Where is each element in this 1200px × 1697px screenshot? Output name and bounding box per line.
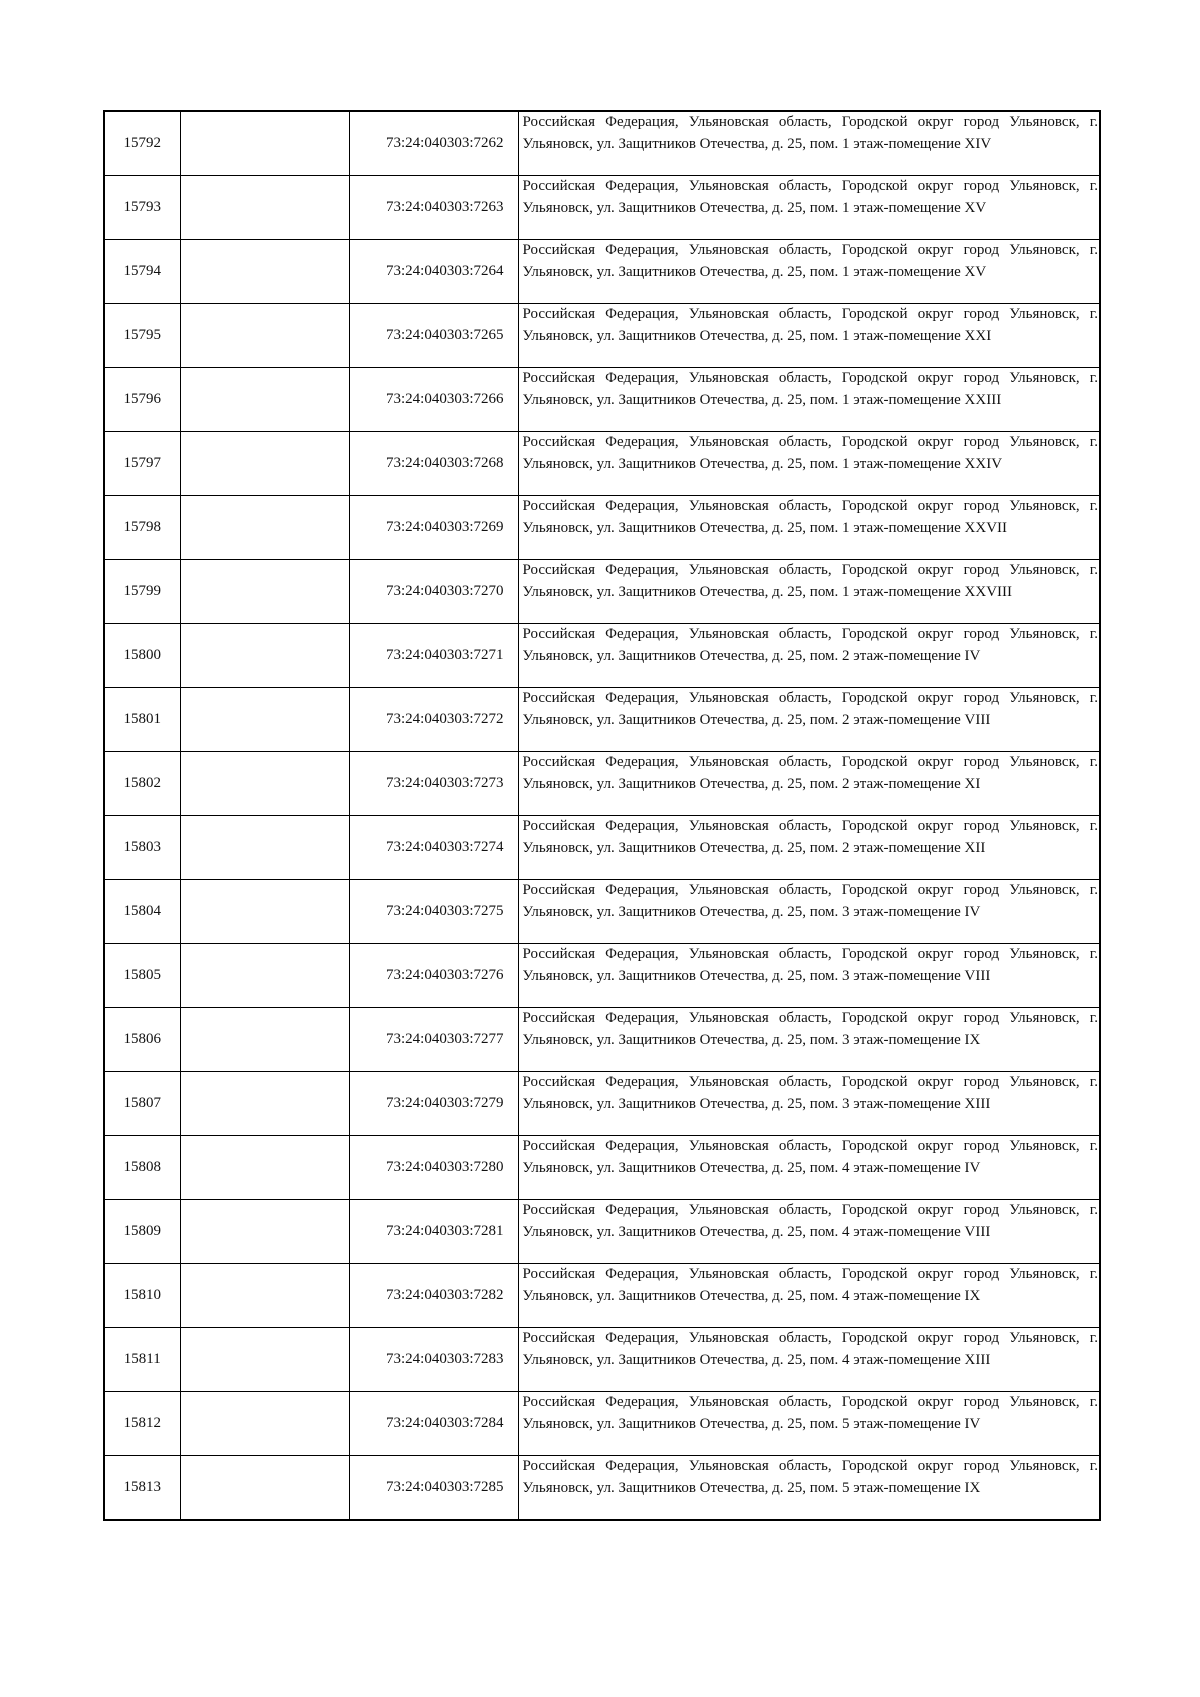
row-number-cell: 15802 (104, 752, 180, 816)
address-cell: Российская Федерация, Ульяновская область, Городской округ город Ульяновск, г. Ульяновск, ул. Защитников Отечества, д. 25, пом. 4 этаж-помещение IX (518, 1264, 1100, 1328)
table-row (104, 816, 1100, 880)
table-row (104, 1328, 1100, 1392)
address-cell: Российская Федерация, Ульяновская область, Городской округ город Ульяновск, г. Ульяновск, ул. Защитников Отечества, д. 25, пом. 3 этаж-помещение XIII (518, 1072, 1100, 1136)
owner-cell (180, 1200, 349, 1264)
cadastral-number-cell: 73:24:040303:7279 (349, 1072, 518, 1136)
owner-cell (180, 1072, 349, 1136)
cadastral-number-cell: 73:24:040303:7268 (349, 432, 518, 496)
table-row (104, 1200, 1100, 1264)
row-number-cell: 15808 (104, 1136, 180, 1200)
address-cell: Российская Федерация, Ульяновская область, Городской округ город Ульяновск, г. Ульяновск, ул. Защитников Отечества, д. 25, пом. 2 этаж-помещение XII (518, 816, 1100, 880)
table-row (104, 240, 1100, 304)
cadastral-number-cell: 73:24:040303:7270 (349, 560, 518, 624)
address-cell: Российская Федерация, Ульяновская область, Городской округ город Ульяновск, г. Ульяновск, ул. Защитников Отечества, д. 25, пом. 4 этаж-помещение IV (518, 1136, 1100, 1200)
table-row (104, 1392, 1100, 1456)
cadastral-number-cell: 73:24:040303:7273 (349, 752, 518, 816)
owner-cell (180, 880, 349, 944)
cadastral-number-cell: 73:24:040303:7269 (349, 496, 518, 560)
table-row (104, 368, 1100, 432)
owner-cell (180, 496, 349, 560)
table-row (104, 752, 1100, 816)
property-table (103, 110, 1101, 1521)
address-cell: Российская Федерация, Ульяновская область, Городской округ город Ульяновск, г. Ульяновск, ул. Защитников Отечества, д. 25, пом. 1 этаж-помещение XV (518, 240, 1100, 304)
row-number-cell: 15801 (104, 688, 180, 752)
table-row (104, 624, 1100, 688)
cadastral-number-cell: 73:24:040303:7271 (349, 624, 518, 688)
address-cell: Российская Федерация, Ульяновская область, Городской округ город Ульяновск, г. Ульяновск, ул. Защитников Отечества, д. 25, пом. 1 этаж-помещение XV (518, 176, 1100, 240)
document-page (103, 110, 1099, 1521)
owner-cell (180, 111, 349, 176)
address-cell: Российская Федерация, Ульяновская область, Городской округ город Ульяновск, г. Ульяновск, ул. Защитников Отечества, д. 25, пом. 4 этаж-помещение VIII (518, 1200, 1100, 1264)
row-number-cell: 15797 (104, 432, 180, 496)
table-row (104, 880, 1100, 944)
row-number-cell: 15812 (104, 1392, 180, 1456)
cadastral-number-cell: 73:24:040303:7265 (349, 304, 518, 368)
table-row (104, 1456, 1100, 1521)
cadastral-number-cell: 73:24:040303:7284 (349, 1392, 518, 1456)
owner-cell (180, 1264, 349, 1328)
row-number-cell: 15796 (104, 368, 180, 432)
cadastral-number-cell: 73:24:040303:7263 (349, 176, 518, 240)
row-number-cell: 15805 (104, 944, 180, 1008)
row-number-cell: 15811 (104, 1328, 180, 1392)
cadastral-number-cell: 73:24:040303:7266 (349, 368, 518, 432)
owner-cell (180, 1392, 349, 1456)
row-number-cell: 15809 (104, 1200, 180, 1264)
table-row (104, 560, 1100, 624)
owner-cell (180, 688, 349, 752)
property-table-body (104, 111, 1100, 1520)
row-number-cell: 15803 (104, 816, 180, 880)
cadastral-number-cell: 73:24:040303:7275 (349, 880, 518, 944)
table-row (104, 944, 1100, 1008)
owner-cell (180, 1456, 349, 1521)
owner-cell (180, 304, 349, 368)
row-number-cell: 15792 (104, 111, 180, 176)
table-row (104, 1264, 1100, 1328)
address-cell: Российская Федерация, Ульяновская область, Городской округ город Ульяновск, г. Ульяновск, ул. Защитников Отечества, д. 25, пом. 4 этаж-помещение XIII (518, 1328, 1100, 1392)
table-row (104, 1008, 1100, 1072)
owner-cell (180, 816, 349, 880)
address-cell: Российская Федерация, Ульяновская область, Городской округ город Ульяновск, г. Ульяновск, ул. Защитников Отечества, д. 25, пом. 3 этаж-помещение IX (518, 1008, 1100, 1072)
owner-cell (180, 624, 349, 688)
table-row (104, 688, 1100, 752)
owner-cell (180, 240, 349, 304)
address-cell: Российская Федерация, Ульяновская область, Городской округ город Ульяновск, г. Ульяновск, ул. Защитников Отечества, д. 25, пом. 5 этаж-помещение IV (518, 1392, 1100, 1456)
cadastral-number-cell: 73:24:040303:7262 (349, 111, 518, 176)
owner-cell (180, 368, 349, 432)
address-cell: Российская Федерация, Ульяновская область, Городской округ город Ульяновск, г. Ульяновск, ул. Защитников Отечества, д. 25, пом. 1 этаж-помещение XXIV (518, 432, 1100, 496)
row-number-cell: 15807 (104, 1072, 180, 1136)
cadastral-number-cell: 73:24:040303:7272 (349, 688, 518, 752)
address-cell: Российская Федерация, Ульяновская область, Городской округ город Ульяновск, г. Ульяновск, ул. Защитников Отечества, д. 25, пом. 1 этаж-помещение XIV (518, 111, 1100, 176)
owner-cell (180, 1136, 349, 1200)
table-row (104, 111, 1100, 176)
row-number-cell: 15794 (104, 240, 180, 304)
row-number-cell: 15806 (104, 1008, 180, 1072)
owner-cell (180, 1328, 349, 1392)
address-cell: Российская Федерация, Ульяновская область, Городской округ город Ульяновск, г. Ульяновск, ул. Защитников Отечества, д. 25, пом. 2 этаж-помещение IV (518, 624, 1100, 688)
row-number-cell: 15798 (104, 496, 180, 560)
table-row (104, 432, 1100, 496)
row-number-cell: 15810 (104, 1264, 180, 1328)
address-cell: Российская Федерация, Ульяновская область, Городской округ город Ульяновск, г. Ульяновск, ул. Защитников Отечества, д. 25, пом. 1 этаж-помещение XXVIII (518, 560, 1100, 624)
cadastral-number-cell: 73:24:040303:7285 (349, 1456, 518, 1521)
table-row (104, 1136, 1100, 1200)
address-cell: Российская Федерация, Ульяновская область, Городской округ город Ульяновск, г. Ульяновск, ул. Защитников Отечества, д. 25, пом. 3 этаж-помещение VIII (518, 944, 1100, 1008)
cadastral-number-cell: 73:24:040303:7264 (349, 240, 518, 304)
address-cell: Российская Федерация, Ульяновская область, Городской округ город Ульяновск, г. Ульяновск, ул. Защитников Отечества, д. 25, пом. 1 этаж-помещение XXIII (518, 368, 1100, 432)
owner-cell (180, 944, 349, 1008)
row-number-cell: 15795 (104, 304, 180, 368)
owner-cell (180, 752, 349, 816)
address-cell: Российская Федерация, Ульяновская область, Городской округ город Ульяновск, г. Ульяновск, ул. Защитников Отечества, д. 25, пом. 2 этаж-помещение XI (518, 752, 1100, 816)
cadastral-number-cell: 73:24:040303:7283 (349, 1328, 518, 1392)
row-number-cell: 15793 (104, 176, 180, 240)
row-number-cell: 15804 (104, 880, 180, 944)
table-row (104, 304, 1100, 368)
table-row (104, 176, 1100, 240)
cadastral-number-cell: 73:24:040303:7277 (349, 1008, 518, 1072)
address-cell: Российская Федерация, Ульяновская область, Городской округ город Ульяновск, г. Ульяновск, ул. Защитников Отечества, д. 25, пом. 1 этаж-помещение XXI (518, 304, 1100, 368)
address-cell: Российская Федерация, Ульяновская область, Городской округ город Ульяновск, г. Ульяновск, ул. Защитников Отечества, д. 25, пом. 2 этаж-помещение VIII (518, 688, 1100, 752)
address-cell: Российская Федерация, Ульяновская область, Городской округ город Ульяновск, г. Ульяновск, ул. Защитников Отечества, д. 25, пом. 3 этаж-помещение IV (518, 880, 1100, 944)
cadastral-number-cell: 73:24:040303:7281 (349, 1200, 518, 1264)
cadastral-number-cell: 73:24:040303:7276 (349, 944, 518, 1008)
row-number-cell: 15799 (104, 560, 180, 624)
owner-cell (180, 560, 349, 624)
owner-cell (180, 176, 349, 240)
address-cell: Российская Федерация, Ульяновская область, Городской округ город Ульяновск, г. Ульяновск, ул. Защитников Отечества, д. 25, пом. 1 этаж-помещение XXVII (518, 496, 1100, 560)
table-row (104, 1072, 1100, 1136)
row-number-cell: 15813 (104, 1456, 180, 1521)
cadastral-number-cell: 73:24:040303:7282 (349, 1264, 518, 1328)
cadastral-number-cell: 73:24:040303:7274 (349, 816, 518, 880)
table-row (104, 496, 1100, 560)
address-cell: Российская Федерация, Ульяновская область, Городской округ город Ульяновск, г. Ульяновск, ул. Защитников Отечества, д. 25, пом. 5 этаж-помещение IX (518, 1456, 1100, 1521)
owner-cell (180, 432, 349, 496)
owner-cell (180, 1008, 349, 1072)
row-number-cell: 15800 (104, 624, 180, 688)
cadastral-number-cell: 73:24:040303:7280 (349, 1136, 518, 1200)
